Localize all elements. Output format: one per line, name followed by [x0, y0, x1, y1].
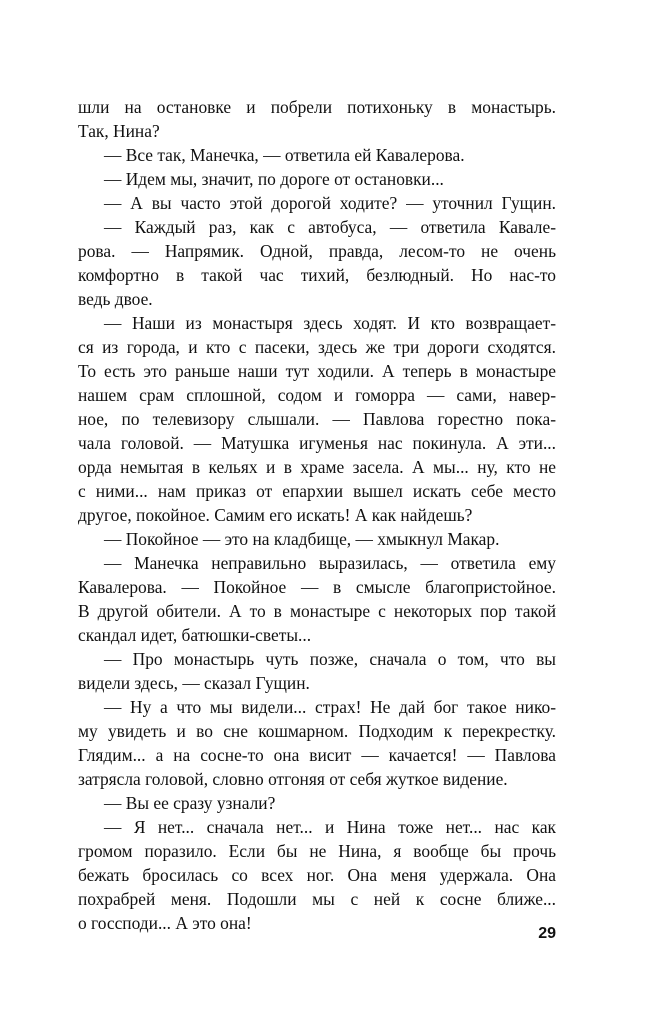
text-line: — Манечка неправильно выразилась, — ответила ему [104, 553, 556, 573]
text-line: чала головой. — Матушка игуменья нас покинула. А эти... [78, 433, 556, 453]
text-line: затрясла головой, словно отгоняя от себя жуткое видение. [78, 769, 508, 789]
text-line: Кавалерова. — Покойное — в смысле благопристойное. [78, 577, 556, 597]
text-line: — Наши из монастыря здесь ходят. И кто возвращает- [104, 313, 556, 333]
text-line: — А вы часто этой дорогой ходите? — уточнил Гущин. [104, 193, 556, 213]
text-line: рова. — Напрямик. Одной, правда, лесом-то не очень [78, 241, 556, 261]
text-line: Глядим... а на сосне-то она висит — качается! — Павлова [78, 745, 556, 765]
text-line: — Вы ее сразу узнали? [104, 793, 276, 813]
text-line: му увидеть и во сне кошмарном. Подходим к перекрестку. [78, 721, 556, 741]
text-line: скандал идет, батюшки-светы... [78, 625, 312, 645]
text-line: комфортно в такой час тихий, безлюдный. Но нас-то [78, 265, 556, 285]
text-line: громом поразило. Если бы не Нина, я вообще бы прочь [78, 841, 556, 861]
text-line: — Каждый раз, как с автобуса, — ответила Кавале- [104, 217, 556, 237]
text-line: — Идем мы, значит, по дороге от остановки... [104, 169, 444, 189]
page-number: 29 [538, 925, 556, 942]
text-line: о госсподи... А это она! [78, 913, 252, 933]
text-line: орда немытая в кельях и в храме засела. А мы... ну, кто не [78, 457, 556, 477]
text-line: — Покойное — это на кладбище, — хмыкнул Макар. [104, 529, 500, 549]
text-line: ное, по телевизору слышали. — Павлова горестно пока- [78, 409, 556, 429]
text-line: В другой обители. А то в монастыре с некоторых пор такой [78, 601, 556, 621]
text-line: — Про монастырь чуть позже, сначала о том, что вы [104, 649, 556, 669]
text-line: видели здесь, — сказал Гущин. [78, 673, 310, 693]
text-line: ведь двое. [78, 289, 153, 309]
text-line: Так, Нина? [78, 121, 160, 141]
text-line: с ними... нам приказ от епархии вышел искать себе место [78, 481, 556, 501]
text-line: ся из города, и кто с пасеки, здесь же три дороги сходятся. [78, 337, 556, 357]
page-text [78, 95, 556, 935]
text-line: другое, покойное. Самим его искать! А как найдешь? [78, 505, 473, 525]
text-line: похрабрей меня. Подошли мы с ней к сосне ближе... [78, 889, 556, 909]
text-line: — Все так, Манечка, — ответила ей Кавалерова. [104, 145, 465, 165]
text-line: — Ну а что мы видели... страх! Не дай бог такое нико- [104, 697, 556, 717]
text-line: шли на остановке и побрели потихоньку в монастырь. [78, 97, 556, 117]
text-line: нашем срам сплошной, содом и гоморра — сами, навер- [78, 385, 556, 405]
text-line: бежать бросилась со всех ног. Она меня удержала. Она [78, 865, 556, 885]
text-line: — Я нет... сначала нет... и Нина тоже нет... нас как [104, 817, 556, 837]
text-line: То есть это раньше наши тут ходили. А теперь в монастыре [78, 361, 556, 381]
